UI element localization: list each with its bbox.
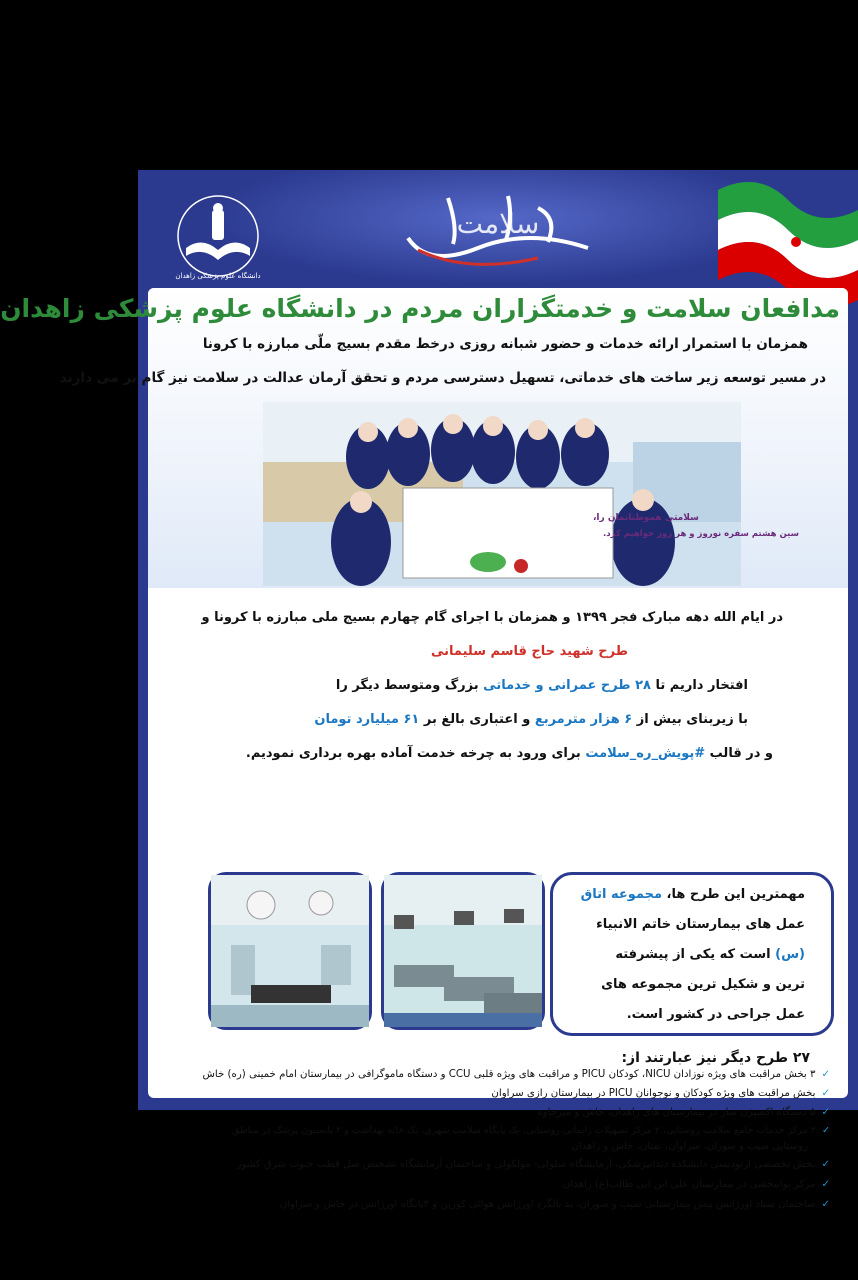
- content-panel: [0, 288, 848, 1210]
- check-icon: ✓: [821, 1159, 830, 1170]
- list-item-continuation: روستایی سیب و سوران، سراوان، تفتان، خاش و زاهدان: [571, 1141, 808, 1152]
- university-logo: [168, 192, 268, 282]
- body-highlight-soleimani: طرح شهید حاج قاسم سلیمانی: [430, 644, 628, 659]
- svg-text:سلامت: سلامت: [456, 207, 540, 240]
- top-section: [0, 288, 848, 588]
- main-title: مدافعان سلامت و خدمتگزاران مردم در دانشگاه علوم پزشکی زاهدان: [0, 294, 840, 323]
- list-item: ✓۲ مرکز خدمات جامع سلامت روستایی، ۲ مرکز تسهیلات زایمانی روستایی، یک پایگاه سلامت شهری، یک خانه بهداشت و ۲ پانسیون پزشک در مناطق: [232, 1125, 830, 1136]
- check-icon: ✓: [821, 1125, 830, 1136]
- body-paragraph-4: با زیربنای بیش از ۶ هزار مترمربع و اعتباری بالغ بر ۶۱ میلیارد تومان: [314, 712, 748, 727]
- list-item: ✓ساختمان ستاد اورژانس پیش بیمارستانی سیب و سوران، پد بالگرد اورژانس هوائی کورین و ۳پایگاه اورژانس در خاش و سراوان: [279, 1199, 830, 1210]
- list-item: ✓بخش تخصصی ارتودنسی دانشکده دندانپزشکی، آزمایشگاه سلولی- مولکولی و ساختمان آزمایشگاه تشخیص سل قطب جنوب شرق کشور: [236, 1159, 830, 1170]
- staff-group-photo: [263, 402, 799, 586]
- banner-line-2: سین هشتم سفره نوروز و هر روز خواهیم کرد.: [603, 529, 799, 539]
- list-item: ✓۳ بخش مراقبت های ویژه نوزادان NICU، کودکان PICU و مراقبت های ویژه قلبی CCU و دستگاه ماموگرافی در بیمارستان امام خمینی (ره) خاش: [202, 1069, 830, 1080]
- body-paragraph-5: و در قالب #پویش_ره_سلامت برای ورود به چرخه خدمت آماده بهره برداری نمودیم.: [245, 746, 773, 761]
- logo-text: دانشگاه علوم پزشکی زاهدان: [175, 272, 261, 280]
- banner-line-1: سلامتی هموطنانمان را،: [593, 513, 699, 523]
- subtitle-line-2: در مسیر توسعه زیر ساخت های خدماتی، تسهیل دسترسی مردم و تحقق آرمان عدالت در سلامت نیز گام بر می دارند: [59, 370, 826, 386]
- list-item: ✓مرکز توانبخشی در بیمارستان علی ابن ابی طالب(ع) زاهدان: [562, 1179, 830, 1190]
- highlight-28-projects: ۲۸ طرح عمرانی و خدماتی: [483, 678, 651, 693]
- highlight-budget: ۶۱ میلیارد تومان: [314, 712, 420, 727]
- check-icon: ✓: [821, 1069, 830, 1080]
- check-icon: ✓: [821, 1088, 830, 1099]
- hashtag: #پویش_ره_سلامت: [585, 746, 706, 761]
- recovery-ward-photo: [381, 872, 545, 1030]
- body-paragraph-1: در ایام الله دهه مبارک فجر ۱۳۹۹ و همزمان با اجرای گام چهارم بسیج ملی مبارزه با کرونا و: [201, 610, 783, 625]
- list-item: ✓بخش مراقبت های ویژه کودکان و نوجوانان PICU در بیمارستان رازی سراوان: [491, 1088, 830, 1099]
- body-paragraph-3: افتخار داریم تا ۲۸ طرح عمرانی و خدماتی بزرگ ومتوسط دیگر را: [335, 678, 748, 693]
- salamat-calligraphy: [388, 178, 608, 278]
- poster-header: [138, 170, 858, 290]
- check-icon: ✓: [821, 1199, 830, 1210]
- operating-rooms-description: مهمترین این طرح ها، مجموعه اتاق عمل های بیمارستان خاتم الانبیاء (س) است که یکی از پیشرفته ترین و شکیل ترین مجموعه های عمل جراحی در کشور است.: [550, 872, 834, 1036]
- subtitle-line-1: همزمان با استمرار ارائه خدمات و حضور شبانه روزی درخط مقدم بسیج ملّی مبارزه با کرونا: [202, 336, 808, 352]
- highlight-area: ۶ هزار مترمربع: [534, 712, 633, 727]
- check-icon: ✓: [821, 1179, 830, 1190]
- operating-room-photo: [208, 872, 372, 1030]
- poster: [0, 170, 858, 1210]
- list-item: ✓۵ دستگاه اکسیژن ساز در بیمارستان های زاهدان، خاش و میرجاوه: [537, 1107, 830, 1118]
- check-icon: ✓: [821, 1107, 830, 1118]
- projects-list-title: ۲۷ طرح دیگر نیز عبارتند از:: [621, 1050, 810, 1066]
